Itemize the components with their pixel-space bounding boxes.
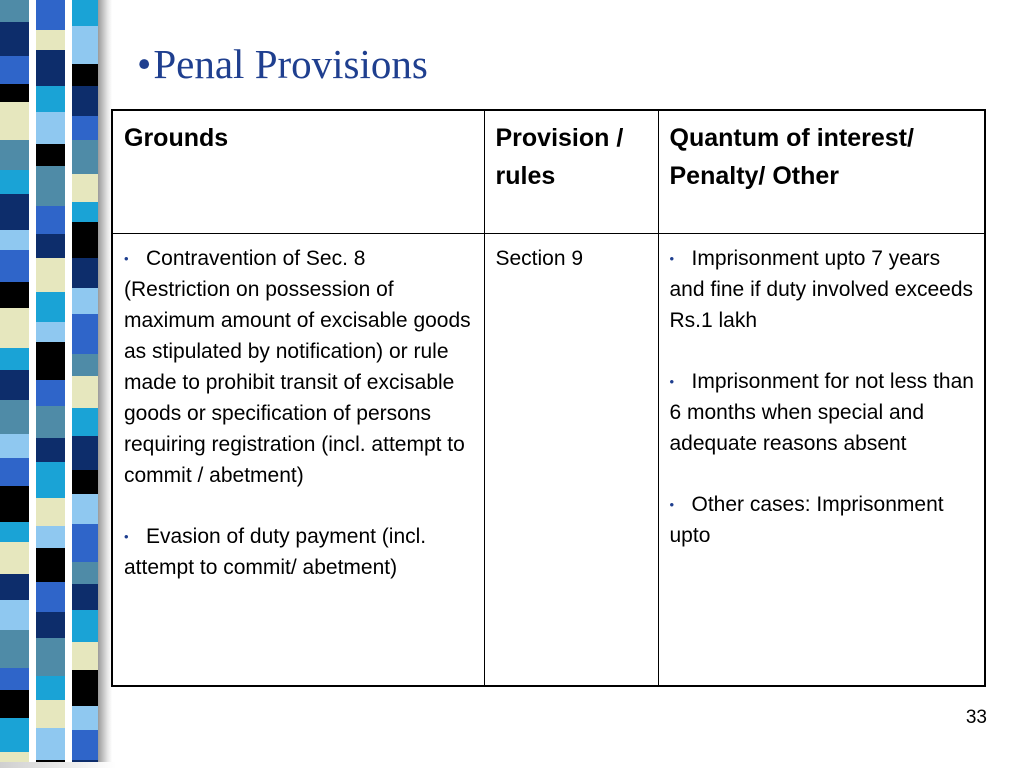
stripe-segment [36, 206, 65, 234]
decorative-stripe-border [0, 0, 116, 768]
stripe-segment [0, 140, 29, 170]
stripe-segment [0, 170, 29, 194]
page-number: 33 [965, 707, 987, 728]
stripe-segment [72, 524, 101, 562]
header-grounds: Grounds [112, 110, 484, 234]
stripe-segment [36, 292, 65, 322]
stripe-segment [72, 354, 101, 376]
stripe-segment [0, 250, 29, 282]
stripe-segment [72, 116, 101, 140]
title-text: Penal Provisions [153, 41, 428, 87]
quantum-item-text: Imprisonment upto 7 years and fine if duty involved exceeds Rs.1 lakh [669, 247, 974, 332]
stripe-segment [36, 234, 65, 258]
table-row [112, 234, 985, 687]
stripe-segment [0, 434, 29, 458]
stripe-segment [36, 380, 65, 406]
stripe-segment [0, 102, 29, 140]
stripe-segment [72, 584, 101, 610]
quantum-item [670, 243, 977, 336]
stripe-segment [36, 166, 65, 206]
stripe-segment [36, 86, 65, 112]
bullet-dot: • [124, 529, 129, 544]
bullet-dot: • [669, 497, 675, 512]
stripe-segment [0, 486, 29, 522]
quantum-item-text: Imprisonment for not less than 6 months when special and adequate reasons absent [669, 370, 974, 455]
header-quantum: Quantum of interest/ Penalty/ Other [658, 110, 985, 234]
stripe-segment [36, 582, 65, 612]
stripe-segment [72, 258, 101, 288]
stripe-segment [0, 348, 29, 370]
stripe-segment [0, 458, 29, 486]
stripe-segment [36, 50, 65, 86]
quantum-item [670, 489, 977, 551]
stripe-segment [36, 498, 65, 526]
stripe-segment [72, 436, 101, 470]
stripe-column-middle [36, 0, 65, 768]
stripe-segment [0, 400, 29, 434]
stripe-segment [72, 314, 101, 354]
grounds-item [124, 243, 476, 491]
stripe-segment [0, 84, 29, 102]
stripe-segment [0, 690, 29, 718]
stripe-segment [36, 548, 65, 582]
stripe-segment [0, 56, 29, 84]
quantum-item [670, 366, 977, 459]
stripe-segment [36, 342, 65, 380]
cell-provision [484, 234, 658, 687]
stripe-segment [0, 718, 29, 752]
stripe-segment [72, 64, 101, 86]
table-header-row [112, 110, 985, 234]
stripe-column-outer [0, 0, 29, 768]
stripe-segment [0, 600, 29, 630]
stripe-segment [0, 194, 29, 230]
stripe-segment [72, 408, 101, 436]
stripe-segment [72, 706, 101, 730]
stripe-segment [36, 30, 65, 50]
stripe-segment [36, 612, 65, 638]
stripe-segment [36, 526, 65, 548]
stripe-segment [0, 630, 29, 668]
stripe-segment [0, 230, 29, 250]
stripe-segment [0, 542, 29, 574]
stripe-segment [72, 202, 101, 222]
stripe-segment [72, 222, 101, 258]
bullet-dot: • [669, 374, 675, 389]
stripe-segment [36, 112, 65, 144]
stripe-column-inner [72, 0, 101, 768]
quantum-item-text: Other cases: Imprisonment upto [669, 493, 944, 547]
stripe-segment [0, 308, 29, 348]
stripe-segment [72, 642, 101, 670]
stripe-segment [36, 406, 65, 438]
stripe-segment [0, 0, 29, 22]
stripe-segment [72, 288, 101, 314]
stripe-segment [0, 370, 29, 400]
cell-quantum [658, 234, 985, 687]
stripe-segment [36, 322, 65, 342]
stripe-segment [0, 574, 29, 600]
stripe-segment [36, 638, 65, 676]
stripe-segment [36, 462, 65, 498]
cell-grounds [112, 234, 484, 687]
penal-provisions-table [111, 109, 986, 687]
stripe-segment [36, 728, 65, 760]
slide-title [137, 40, 428, 88]
provision-text: Section 9 [495, 247, 584, 270]
bullet-dot: • [669, 251, 675, 266]
grounds-item-text: Contravention of Sec. 8 (Restriction on possession of maximum amount of excisable goods as stipulated by notification) or rule made to prohibit transit of excisable goods or specification of persons requiring registration (incl. attempt to commit / abetment) [124, 247, 471, 487]
stripe-segment [72, 562, 101, 584]
stripe-segment [72, 140, 101, 174]
stripe-segment [72, 174, 101, 202]
stripe-segment [0, 282, 29, 308]
stripe-segment [72, 86, 101, 116]
header-provision-rules: Provision / rules [484, 110, 658, 234]
stripe-segment [72, 470, 101, 494]
stripe-segment [36, 676, 65, 700]
grounds-item-text: Evasion of duty payment (incl. attempt to commit/ abetment) [124, 525, 427, 579]
grounds-item [124, 521, 476, 583]
stripe-segment [72, 730, 101, 760]
stripe-segment [36, 144, 65, 166]
stripe-segment [72, 0, 101, 26]
stripe-segment [72, 670, 101, 706]
stripe-segment [36, 700, 65, 728]
stripe-segment [72, 376, 101, 408]
stripe-shadow [98, 0, 112, 768]
stripe-segment [0, 668, 29, 690]
stripe-segment [72, 610, 101, 642]
bottom-accent-line [0, 762, 116, 768]
stripe-segment [0, 22, 29, 56]
stripe-segment [36, 438, 65, 462]
stripe-segment [72, 494, 101, 524]
stripe-segment [36, 258, 65, 292]
stripe-segment [36, 0, 65, 30]
stripe-segment [72, 26, 101, 64]
bullet-dot: • [124, 251, 129, 266]
stripe-segment [0, 522, 29, 542]
title-bullet: • [137, 41, 152, 87]
